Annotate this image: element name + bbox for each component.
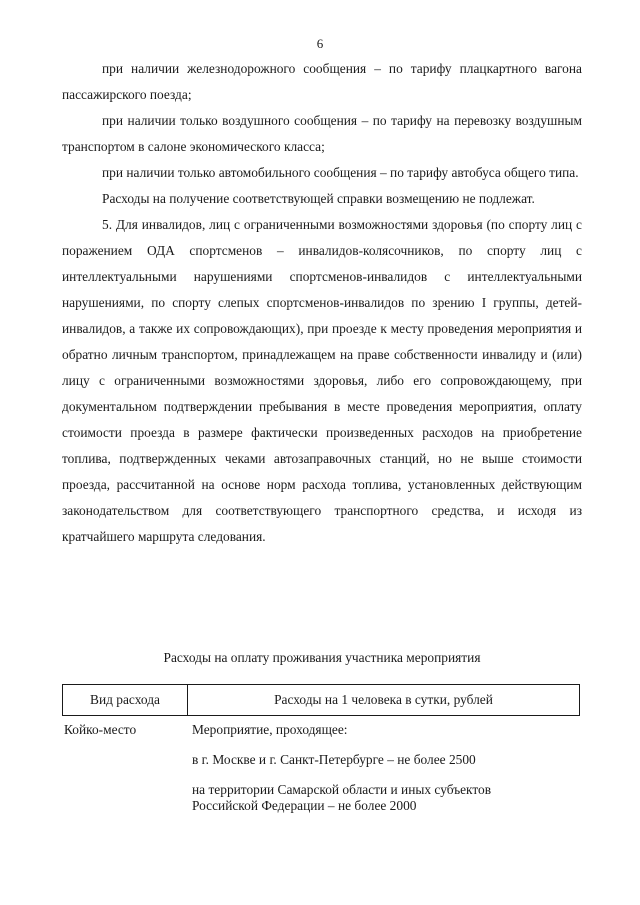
paragraph-clause-5: 5. Для инвалидов, лиц с ограниченными возможностями здоровья (по спорту лиц с поражением ОДА спортсменов – инвалидов-колясочников, по спорту лиц с интеллектуальными нарушениями спортсменов-инвалидов с интеллектуальными нарушениями, по спорту слепых спортсменов-инвалидов по зрению I группы, детей-инвалидов, а также их сопровождающих), при проезде к месту проведения мероприятия и обратно личным транспортом, принадлежащем на праве собственности инвалиду и (или) лицу с ограниченными возможностями здоровья, либо его сопровождающему, при документальном подтверждении пребывания в месте проведения мероприятия, оплату стоимости проезда в размере фактически произведенных расходов на приобретение топлива, подтвержденных чеками автозаправочных станций, но не выше стоимости проезда, рассчитанной на основе норм расхода топлива, установленных действующим законодательством для соответствующего транспортного средства, и исходя из кратчайшего маршрута следования. [62, 217, 582, 544]
row-expense-details [186, 722, 578, 814]
table-caption: Расходы на оплату проживания участника мероприятия [163, 650, 481, 665]
table-header [62, 684, 580, 716]
row-item-regions: на территории Самарской области и иных субъектов Российской Федерации – не более 2000 [192, 782, 492, 813]
paragraph-certificate: Расходы на получение соответствующей справки возмещению не подлежат. [102, 191, 535, 206]
paragraph-bus: при наличии только автомобильного сообщения – по тарифу автобуса общего типа. [102, 165, 579, 180]
paragraph-air: при наличии только воздушного сообщения – по тарифу на перевозку воздушным транспортом в салоне экономического класса; [62, 113, 582, 154]
document-body [62, 56, 582, 550]
row-expense-type: Койко-место [64, 722, 137, 737]
table-row [62, 722, 578, 814]
header-expense-amount: Расходы на 1 человека в сутки, рублей [274, 692, 493, 707]
row-item-moscow: в г. Москве и г. Санкт-Петербурге – не более 2500 [192, 752, 476, 767]
paragraph-rail: при наличии железнодорожного сообщения – по тарифу плацкартного вагона пассажирского поезда; [62, 61, 582, 102]
header-expense-type: Вид расхода [63, 685, 188, 715]
page-number: 6 [316, 36, 324, 51]
row-intro: Мероприятие, проходящее: [192, 722, 348, 737]
